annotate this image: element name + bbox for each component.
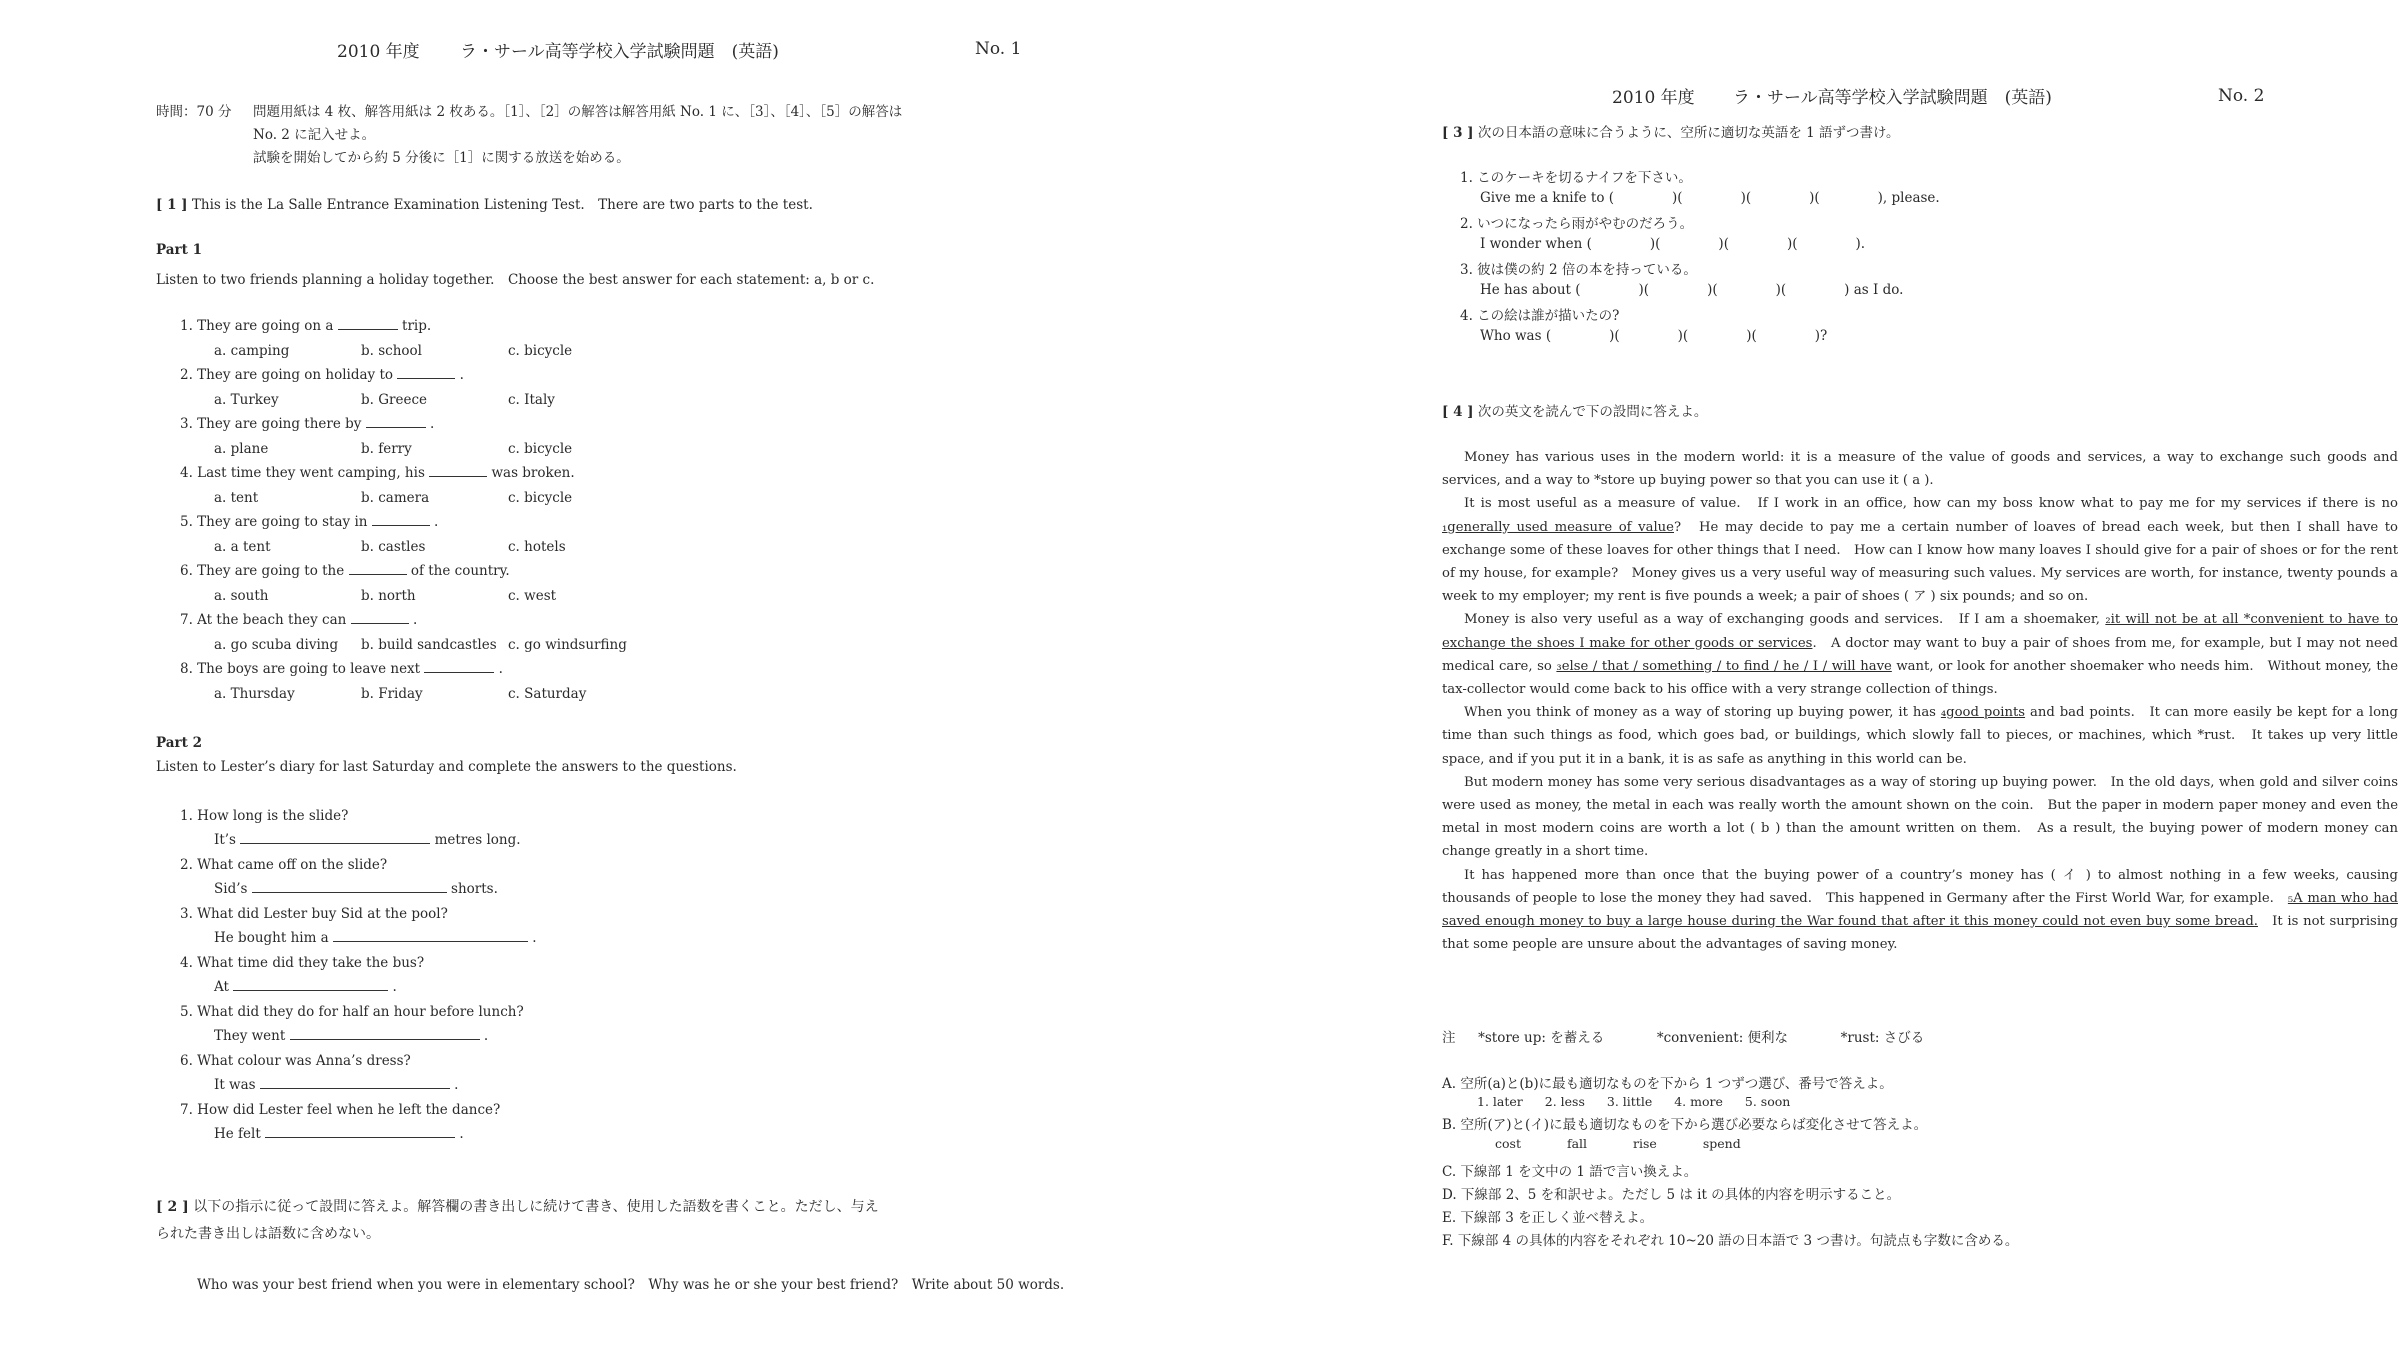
part2-instructions: Listen to Lester’s diary for last Saturday and complete the answers to the questions. [156, 759, 737, 775]
answer-suffix: metres long. [430, 832, 521, 848]
section1-text: This is the La Salle Entrance Examination Listening Test. There are two parts to the test. [191, 197, 813, 213]
option-b: b. ferry [361, 441, 412, 457]
question-b-options [1495, 1136, 1787, 1151]
part1-question [180, 367, 464, 383]
section1-label: [ 1 ] [156, 197, 188, 213]
underline-3: ₃else / that / something / to find / he / I / will have [1556, 658, 1892, 674]
underline-1: ₁generally used measure of value [1442, 519, 1674, 535]
p3-text-a: Money is also very useful as a way of exchanging goods and services. If I am a shoemaker, [1464, 612, 2106, 628]
part2-question: 4. What time did they take the bus? [180, 955, 425, 971]
question-c: C. 下線部 1 を文中の 1 語で言い換えよ。 [1442, 1164, 1698, 1180]
passage-paragraph-6 [1442, 864, 2398, 957]
paren-separator: )( [1740, 190, 1752, 206]
reading-passage [1442, 446, 2398, 956]
option-a-choice: 4. more [1674, 1094, 1723, 1109]
answer-blank [333, 930, 528, 942]
exam-page-2 [1380, 0, 2400, 1350]
option-b-choice: cost [1495, 1136, 1521, 1151]
page2-number: No. 2 [2218, 86, 2265, 106]
paren-separator: )( [1638, 282, 1650, 298]
question-after-text: trip. [397, 318, 432, 334]
answer-blank [372, 514, 430, 526]
section3-japanese: 3. 彼は僕の約 2 倍の本を持っている。 [1460, 262, 1697, 278]
english-prefix: He has about ( [1480, 282, 1581, 298]
question-after-text: . [494, 661, 503, 677]
section2-label: [ 2 ] [156, 1199, 189, 1215]
part1-question [180, 612, 417, 628]
passage-paragraph-1: Money has various uses in the modern world: it is a measure of the value of goods and services, a way to exchange such goods and services, and a way to *store up buying power so that you can use it ( a ). [1442, 450, 2398, 489]
notes-label: 注 [1442, 1030, 1456, 1046]
p2-text-a: It is most useful as a measure of value. If I work in an office, how can my boss know what to pay me for my services if there is no [1464, 496, 2398, 512]
answer-blank [290, 1028, 480, 1040]
passage-paragraph-5: But modern money has some very serious disadvantages as a way of storing up buying power. In the old days, when gold and silver coins were used as money, the metal in each was really worth the amount shown on the coin. But the paper in modern paper money and even the metal in most modern coins are worth a lot ( b ) than the amount written on them. As a result, the buying power of modern money can change greatly in a short time. [1442, 774, 2398, 860]
section3-japanese: 4. この絵は誰が描いたの? [1460, 308, 1620, 324]
answer-suffix: shorts. [446, 881, 498, 897]
note-convenient: *convenient: 便利な [1656, 1030, 1789, 1046]
part2-question: 2. What came off on the slide? [180, 857, 388, 873]
answer-prefix: Sid’s [214, 881, 252, 897]
passage-paragraph-3 [1442, 608, 2398, 701]
option-a: a. camping [214, 343, 290, 359]
option-a: a. Turkey [214, 392, 279, 408]
section3-english [1480, 236, 1865, 252]
p6-text-b: It is not surprising that some people are unsure about the advantages of saving money. [1442, 914, 2398, 953]
answer-prefix: He felt [214, 1126, 266, 1142]
section1-heading [156, 193, 813, 213]
section2-line1: 以下の指示に従って設問に答えよ。解答欄の書き出しに続けて書き、使用した語数を書くこと。ただし、与え [193, 1199, 879, 1215]
paren-separator: )( [1746, 328, 1757, 344]
option-c: c. bicycle [508, 490, 573, 506]
english-prefix: I wonder when ( [1480, 236, 1592, 252]
section3-heading [1442, 121, 1900, 141]
option-c: c. hotels [508, 539, 566, 555]
paren-separator: )( [1809, 190, 1820, 206]
page1-number: No. 1 [975, 39, 1022, 59]
english-suffix: ). [1855, 236, 1866, 252]
part2-question: 1. How long is the slide? [180, 808, 349, 824]
option-a: a. a tent [214, 539, 271, 555]
page2-year: 2010 年度 [1612, 88, 1695, 108]
question-text: 7. At the beach they can [180, 612, 351, 628]
answer-blank [424, 661, 494, 673]
p6-text-a: It has happened more than once that the buying power of a country’s money has ( イ ) to almost nothing in a few weeks, causing thousands of people to lose the money they had saved. This happened in Germany after the First World War, for example. [1442, 867, 2398, 906]
part1-question [180, 465, 575, 481]
option-b: b. build sandcastles [361, 637, 497, 653]
question-text: 2. They are going on holiday to [180, 367, 398, 383]
answer-prefix: It was [214, 1077, 260, 1093]
part2-answer-line [214, 881, 498, 897]
time-label: 時間：70 分 [156, 104, 232, 120]
option-a: a. south [214, 588, 269, 604]
answer-blank [260, 1077, 450, 1089]
part2-title: Part 2 [156, 735, 202, 751]
answer-blank [233, 979, 388, 991]
question-a: A. 空所(a)と(b)に最も適切なものを下から 1 つずつ選び、番号で答えよ。 [1442, 1076, 1893, 1092]
answer-suffix: . [455, 1126, 464, 1142]
option-b: b. camera [361, 490, 430, 506]
intro-line-3: 試験を開始してから約 5 分後に［1］に関する放送を始める。 [253, 150, 630, 166]
part1-question [180, 416, 434, 432]
option-a-choice: 1. later [1477, 1094, 1523, 1109]
option-c: c. Italy [508, 392, 555, 408]
answer-blank [429, 465, 487, 477]
option-a: a. go scuba diving [214, 637, 339, 653]
answer-prefix: At [214, 979, 234, 995]
underline-5: ₅A man who had saved enough money to buy a large house during the War found that after it this money could not even buy some bread. [1442, 890, 2398, 930]
page1-title: ラ・サール高等学校入学試験問題 (英語) [460, 42, 779, 62]
paren-separator: )( [1718, 236, 1729, 252]
part2-answer-line [214, 930, 537, 946]
option-c: c. bicycle [508, 441, 573, 457]
answer-suffix: . [479, 1028, 489, 1044]
answer-blank [240, 832, 430, 844]
passage-paragraph-4 [1442, 701, 2398, 771]
answer-prefix: He bought him a [214, 930, 334, 946]
english-suffix: )? [1814, 328, 1828, 344]
part2-question: 5. What did they do for half an hour before lunch? [180, 1004, 524, 1020]
option-a: a. Thursday [214, 686, 295, 702]
section4-label: [ 4 ] [1442, 404, 1474, 420]
part1-question [180, 661, 503, 677]
part1-title: Part 1 [156, 242, 202, 258]
section2-heading [156, 1196, 879, 1216]
answer-suffix: . [388, 979, 397, 995]
exam-page-1 [0, 0, 1065, 1350]
question-e: E. 下線部 3 を正しく並べ替えよ。 [1442, 1210, 1654, 1226]
notes-line [1442, 1026, 1924, 1046]
question-f: F. 下線部 4 の具体的内容をそれぞれ 10~20 語の日本語で 3 つ書け。句読点も字数に含める。 [1442, 1233, 2019, 1249]
option-c: c. Saturday [508, 686, 587, 702]
option-a-choice: 5. soon [1744, 1094, 1791, 1109]
answer-prefix: It’s [214, 832, 241, 848]
english-suffix: ), please. [1877, 190, 1940, 206]
answer-blank [351, 612, 409, 624]
answer-prefix: They went [214, 1028, 290, 1044]
question-after-text: . [455, 367, 464, 383]
part1-instructions: Listen to two friends planning a holiday together. Choose the best answer for each statement: a, b or c. [156, 272, 875, 288]
option-b: b. north [361, 588, 416, 604]
section3-instructions: 次の日本語の意味に合うように、空所に適切な英語を 1 語ずつ書け。 [1477, 125, 1900, 141]
section3-english [1480, 328, 1827, 344]
option-b: b. school [361, 343, 422, 359]
paren-separator: )( [1672, 190, 1683, 206]
part2-answer-line [214, 1028, 488, 1044]
paren-separator: )( [1677, 328, 1689, 344]
section2-prompt: Who was your best friend when you were in elementary school? Why was he or she your best friend? Write about 50 words. [197, 1277, 1065, 1293]
question-after-text: was broken. [487, 465, 575, 481]
part2-question: 6. What colour was Anna’s dress? [180, 1053, 411, 1069]
option-b: b. Greece [361, 392, 427, 408]
p4-text-b: and bad points. It can more easily be kept for a long time than such things as food, which goes bad, or buildings, which slowly fall to pieces, or machines, which *rust. It takes up very little space, and if you put it in a bank, it is as safe as anything in this world can be. [1442, 705, 2398, 767]
part2-answer-line [214, 832, 521, 848]
option-b: b. castles [361, 539, 426, 555]
note-store-up: *store up: を蓄える [1478, 1030, 1605, 1046]
part2-answer-line [214, 979, 397, 995]
question-d: D. 下線部 2、5 を和訳せよ。ただし 5 は it の具体的内容を明示すること。 [1442, 1187, 1901, 1203]
question-text: 6. They are going to the [180, 563, 349, 579]
paren-separator: )( [1649, 236, 1661, 252]
answer-blank [349, 563, 407, 575]
part2-answer-line [214, 1077, 458, 1093]
section3-english [1480, 282, 1903, 298]
option-b: b. Friday [361, 686, 423, 702]
question-text: 4. Last time they went camping, his [180, 465, 430, 481]
part1-question [180, 563, 510, 579]
question-after-text: . [429, 514, 439, 530]
option-c: c. bicycle [508, 343, 573, 359]
option-b-choice: fall [1566, 1136, 1588, 1151]
note-rust: *rust: さびる [1840, 1030, 1925, 1046]
underline-4: ₄good points [1940, 705, 2026, 721]
question-text: 1. They are going on a [180, 318, 338, 334]
question-text: 3. They are going there by [180, 416, 366, 432]
p3-text-c: want, or look for another shoemaker who needs him. Without money, the tax-collector would come back to his office with a very strange collection of things. [1442, 658, 2398, 698]
question-after-text: . [425, 416, 435, 432]
section3-japanese: 2. いつになったら雨がやむのだろう。 [1460, 216, 1694, 232]
answer-blank [366, 416, 426, 428]
option-a-choice: 3. little [1606, 1094, 1653, 1109]
option-b-choice: rise [1633, 1136, 1657, 1151]
section2-line2: られた書き出しは語数に含めない。 [156, 1226, 380, 1242]
underline-2: ₂it will not be at all *convenient to have to exchange the shoes I make for other goods or services [1442, 612, 2398, 651]
english-suffix: ) as I do. [1844, 282, 1904, 298]
answer-blank [338, 318, 398, 330]
english-prefix: Give me a knife to ( [1480, 190, 1615, 206]
answer-blank [397, 367, 455, 379]
paren-separator: )( [1775, 282, 1787, 298]
question-text: 5. They are going to stay in [180, 514, 372, 530]
part1-question [180, 318, 431, 334]
page2-title: ラ・サール高等学校入学試験問題 (英語) [1733, 88, 2052, 108]
answer-blank [265, 1126, 455, 1138]
intro-line-1: 問題用紙は 4 枚、解答用紙は 2 枚ある。［1］、［2］の解答は解答用紙 No. 1 に、［3］、［4］、［5］の解答は [253, 104, 903, 120]
section4-instructions: 次の英文を読んで下の設問に答えよ。 [1477, 404, 1708, 420]
question-after-text: of the country. [406, 563, 510, 579]
intro-line-2: No. 2 に記入せよ。 [253, 127, 376, 143]
option-a: a. plane [214, 441, 269, 457]
option-a: a. tent [214, 490, 259, 506]
answer-suffix: . [449, 1077, 459, 1093]
paren-separator: )( [1609, 328, 1620, 344]
part2-question: 3. What did Lester buy Sid at the pool? [180, 906, 448, 922]
option-c: c. west [508, 588, 557, 604]
answer-blank [252, 881, 447, 893]
answer-suffix: . [528, 930, 537, 946]
question-a-options [1477, 1094, 1812, 1109]
p4-text-a: When you think of money as a way of storing up buying power, it has [1464, 705, 1941, 721]
option-a-choice: 2. less [1544, 1094, 1585, 1109]
question-after-text: . [408, 612, 418, 628]
part2-answer-line [214, 1126, 464, 1142]
part1-question [180, 514, 438, 530]
p2-text-b: ? He may decide to pay me a certain number of loaves of bread each week, but then I shall have to exchange some of these loaves for other things that I need. How can I know how many loaves I should give for a pair of shoes or for the rent of my house, for example? Money gives us a very useful way of measuring such values. My services are worth, for instance, twenty pounds a week to my employer; my rent is five pounds a week; a pair of shoes ( ア ) six pounds; and so on. [1442, 519, 2398, 605]
paren-separator: )( [1786, 236, 1798, 252]
english-prefix: Who was ( [1480, 328, 1552, 344]
question-text: 8. The boys are going to leave next [180, 661, 425, 677]
paren-separator: )( [1707, 282, 1718, 298]
option-c: c. go windsurfing [508, 637, 627, 653]
p3-text-b: . A doctor may want to buy a pair of shoes from me, for example, but I may not need medical care, so [1442, 635, 2398, 674]
section3-label: [ 3 ] [1442, 125, 1474, 141]
page1-year: 2010 年度 [337, 42, 420, 62]
section4-heading [1442, 400, 1707, 420]
question-b: B. 空所(ア)と(イ)に最も適切なものを下から選び必要ならば変化させて答えよ。 [1442, 1117, 1928, 1133]
section3-japanese: 1. このケーキを切るナイフを下さい。 [1460, 170, 1692, 186]
part2-question: 7. How did Lester feel when he left the dance? [180, 1102, 501, 1118]
section3-english [1480, 190, 1940, 206]
option-b-choice: spend [1702, 1136, 1741, 1151]
passage-paragraph-2 [1442, 492, 2398, 608]
